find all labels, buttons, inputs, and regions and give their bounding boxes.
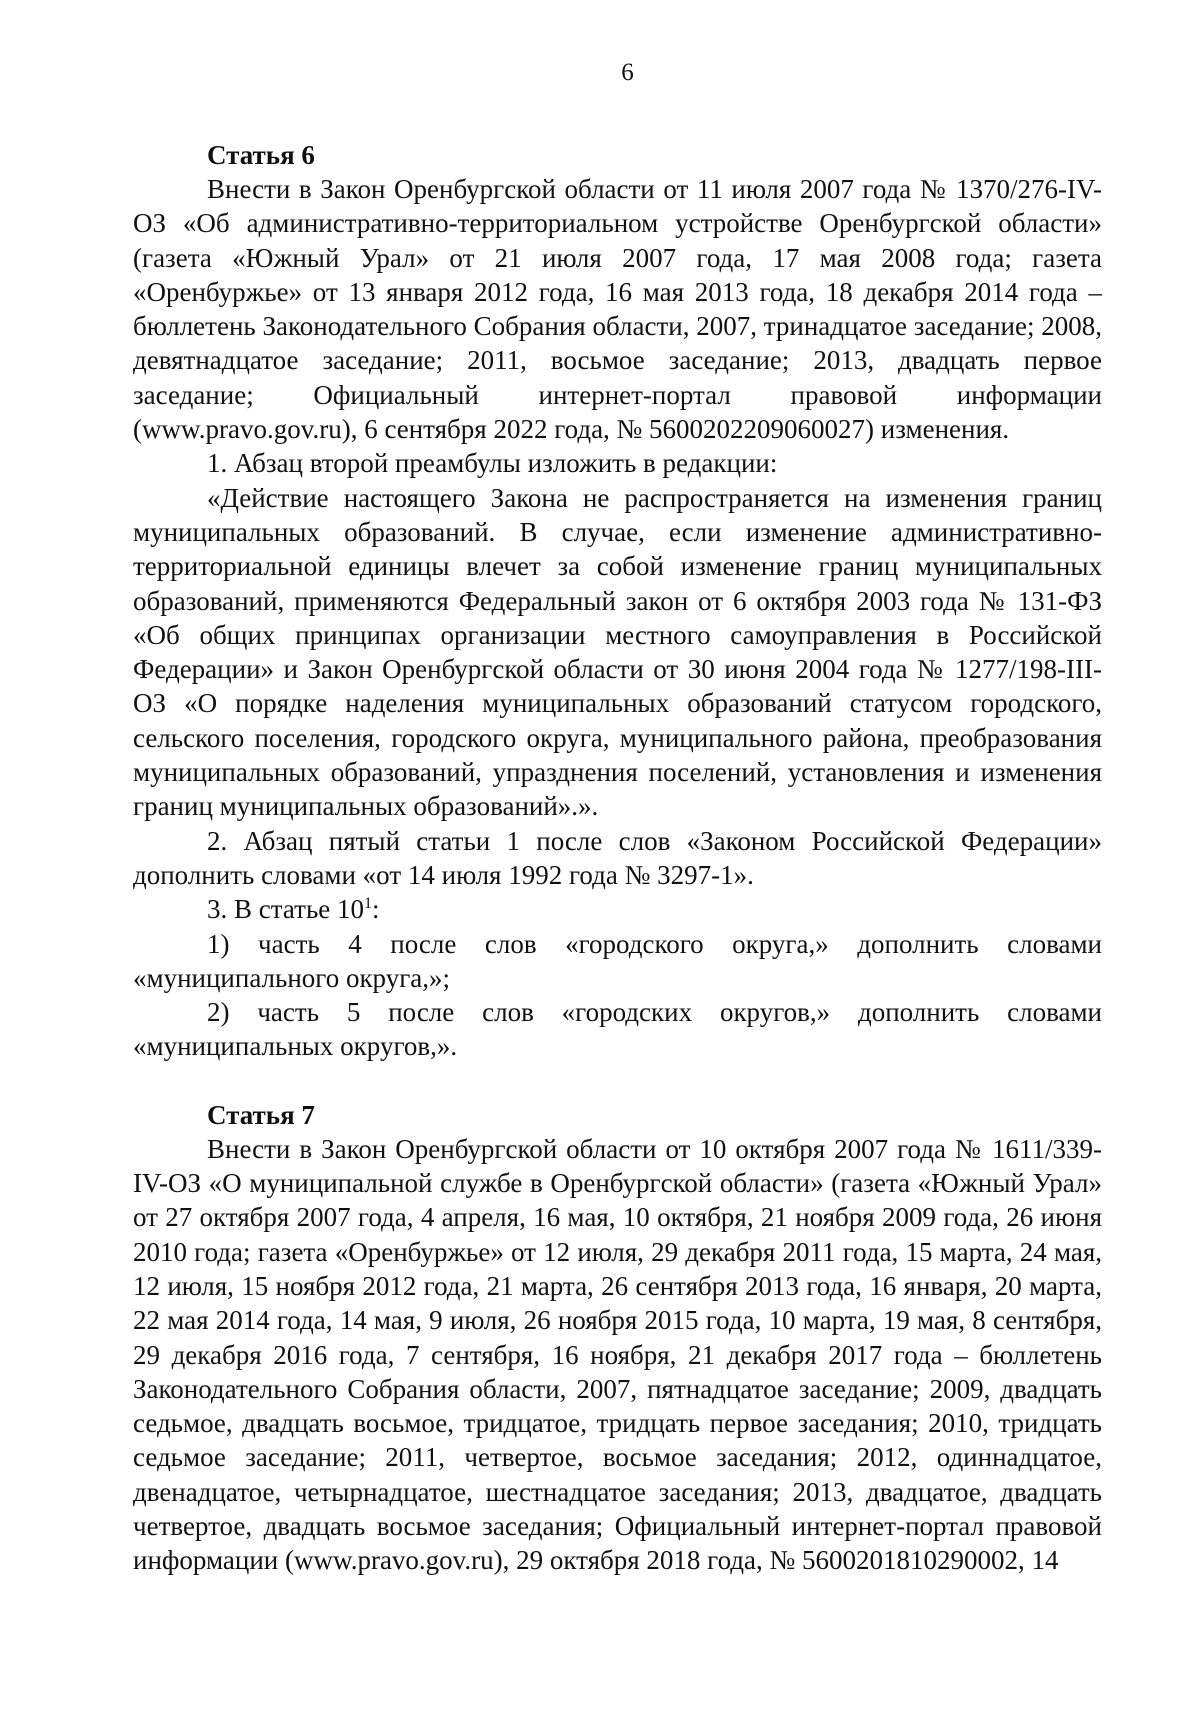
article-6-item-3-prefix: 3. В статье 10 xyxy=(207,894,365,925)
article-6-intro: Внести в Закон Оренбургской области от 11 июля 2007 года № 1370/276-IV-ОЗ «Об административно-территориальном устройстве Оренбургской области» (газета «Южный Урал» от 21 июля 2007 года, 17 мая 2008 года; газета «Оренбуржье» от 13 января 2012 года, 16 мая 2013 года, 18 декабря 2014 года – бюллетень Законодательного Собрания области, 2007, тринадцатое заседание; 2008, девятнадцатое заседание; 2011, восьмое заседание; 2013, двадцать первое заседание; Официальный интернет-портал правовой информации (www.pravo.gov.ru), 6 сентября 2022 года, № 5600202209060027) изменения. xyxy=(133,174,1102,445)
article-6-item-2: 2. Абзац пятый статьи 1 после слов «Законом Российской Федерации» дополнить словами «от 14 июля 1992 года № 3297-1». xyxy=(133,825,1102,890)
article-separator xyxy=(133,1064,1102,1098)
page-number: 6 xyxy=(621,59,634,86)
article-7-intro: Внести в Закон Оренбургской области от 10 октября 2007 года № 1611/339-IV-ОЗ «О муниципальной службе в Оренбургской области» (газета «Южный Урал» от 27 октября 2007 года, 4 апреля, 16 мая, 10 октября, 21 ноября 2009 года, 26 июня 2010 года; газета «Оренбуржье» от 12 июля, 29 декабря 2011 года, 15 марта, 24 мая, 12 июля, 15 ноября 2012 года, 21 марта, 26 сентября 2013 года, 16 января, 20 марта, 22 мая 2014 года, 14 мая, 9 июля, 26 ноября 2015 года, 10 марта, 19 мая, 8 сентября, 29 декабря 2016 года, 7 сентября, 16 ноября, 21 декабря 2017 года – бюллетень Законодательного Собрания области, 2007, пятнадцатое заседание; 2009, двадцать седьмое, двадцать восьмое, тридцатое, тридцать первое заседания; 2010, тридцать седьмое заседание; 2011, четвертое, восьмое заседания; 2012, одиннадцатое, двенадцатое, четырнадцатое, шестнадцатое заседания; 2013, двадцатое, двадцать четвертое, двадцать восьмое заседания; Официальный интернет-портал правовой информации (www.pravo.gov.ru), 29 октября 2018 года, № 5600201810290002, 14 xyxy=(133,1133,1102,1576)
article-7-heading: Статья 7 xyxy=(207,1099,315,1130)
article-6-item-3 xyxy=(133,892,1102,926)
article-6-item-1-quote: «Действие настоящего Закона не распространяется на изменения границ муниципальных образований. В случае, если изменение административно-территориальной единицы влечет за собой изменение границ муниципальных образований, применяются Федеральный закон от 6 октября 2003 года № 131-ФЗ «Об общих принципах организации местного самоуправления в Российской Федерации» и Закон Оренбургской области от 30 июня 2004 года № 1277/198-III-ОЗ «О порядке наделения муниципальных образований статусом городского, сельского поселения, городского округа, муниципального района, преобразования муниципальных образований, упразднения поселений, установления и изменения границ муниципальных образований».». xyxy=(133,482,1102,822)
article-7 xyxy=(133,1098,1102,1578)
article-6-item-1: 1. Абзац второй преамбулы изложить в редакции: xyxy=(207,448,778,479)
article-6-item-3-suffix: : xyxy=(372,894,380,925)
article-6-heading: Статья 6 xyxy=(207,140,315,170)
article-6-item-3-1: 1) часть 4 после слов «городского округа,» дополнить словами «муниципального округа,»; xyxy=(133,928,1102,993)
article-6-item-3-2: 2) часть 5 после слов «городских округов,» дополнить словами «муниципальных округов,». xyxy=(133,997,1102,1062)
article-6 xyxy=(133,138,1102,1064)
article-6-item-3-superscript: 1 xyxy=(364,895,373,913)
